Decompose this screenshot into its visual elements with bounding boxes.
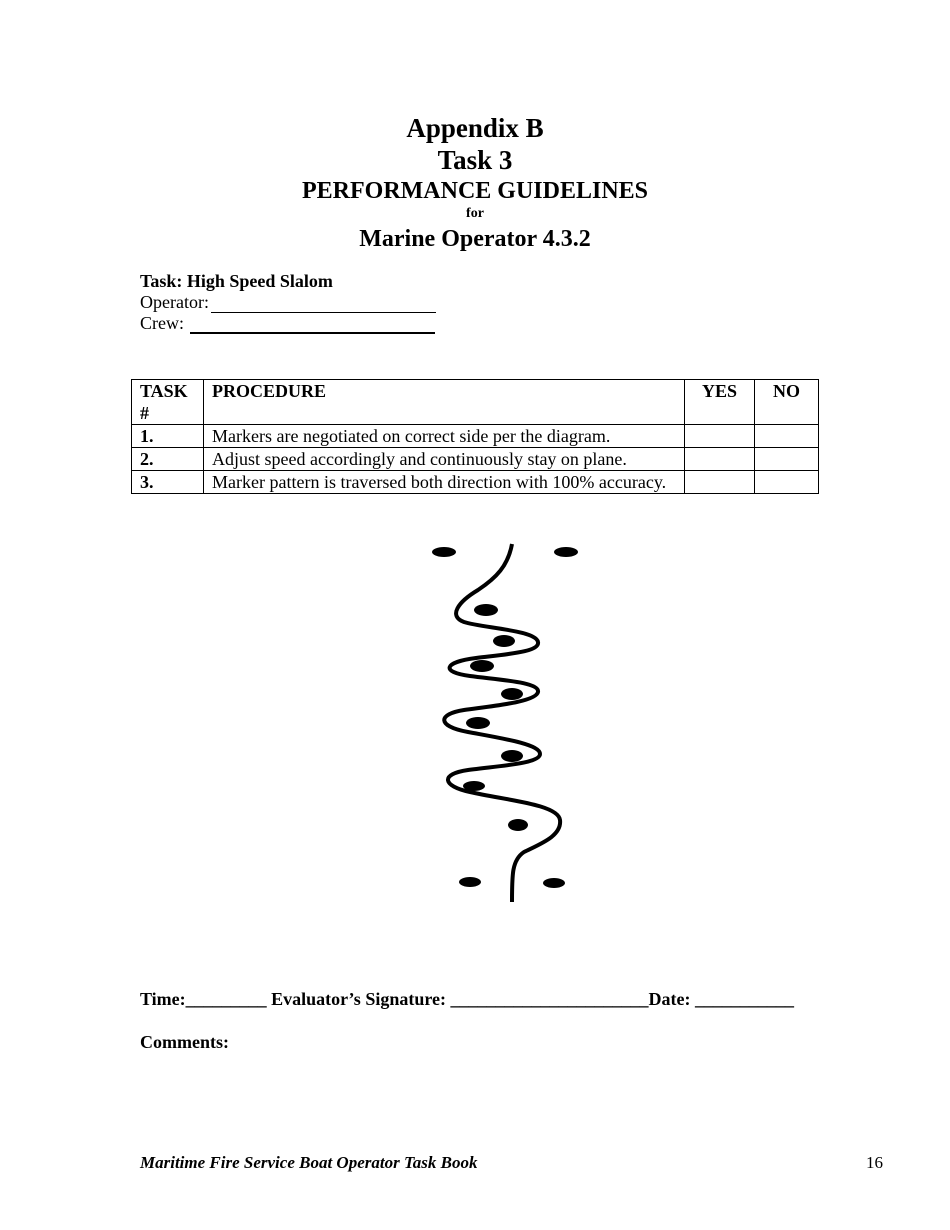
marker-buoy	[470, 660, 494, 672]
row-procedure: Markers are negotiated on correct side per the diagram.	[204, 425, 685, 448]
operator-row	[140, 292, 436, 313]
row-yes-cell[interactable]	[685, 425, 755, 448]
task-name: Task: High Speed Slalom	[140, 271, 333, 291]
row-yes-cell[interactable]	[685, 471, 755, 494]
row-number: 2.	[132, 448, 204, 471]
header-task-line2: #	[140, 403, 149, 423]
marker-buoy	[501, 688, 523, 700]
header-procedure: PROCEDURE	[204, 380, 685, 425]
procedure-table	[131, 379, 819, 494]
header-task	[132, 380, 204, 425]
guidelines-title: PERFORMANCE GUIDELINES	[301, 178, 649, 204]
row-procedure: Marker pattern is traversed both direction with 100% accuracy.	[204, 471, 685, 494]
crew-label: Crew:	[140, 313, 184, 333]
marker-buoy	[501, 750, 523, 762]
row-no-cell[interactable]	[755, 425, 819, 448]
crew-row	[140, 313, 436, 334]
header-no: NO	[755, 380, 819, 425]
marker-buoy	[459, 877, 481, 887]
table-row	[132, 425, 819, 448]
for-label: for	[466, 206, 484, 221]
table-row	[132, 448, 819, 471]
marker-buoy	[554, 547, 578, 557]
slalom-course-path	[444, 544, 560, 902]
appendix-title: Appendix B	[406, 113, 544, 143]
marker-buoy	[493, 635, 515, 647]
table-header-row	[132, 380, 819, 425]
task-title: Task 3	[437, 145, 513, 175]
operator-label: Operator:	[140, 292, 209, 312]
slalom-diagram	[420, 538, 600, 908]
comments-label: Comments:	[140, 1032, 229, 1052]
task-info	[140, 271, 436, 334]
role-title: Marine Operator 4.3.2	[359, 226, 591, 252]
footer-title: Maritime Fire Service Boat Operator Task Book	[140, 1153, 478, 1172]
row-number: 1.	[132, 425, 204, 448]
row-no-cell[interactable]	[755, 448, 819, 471]
table-row	[132, 471, 819, 494]
marker-buoy	[474, 604, 498, 616]
marker-buoy	[432, 547, 456, 557]
marker-buoy	[543, 878, 565, 888]
row-no-cell[interactable]	[755, 471, 819, 494]
marker-buoy	[466, 717, 490, 729]
crew-field[interactable]	[190, 313, 435, 334]
header-yes: YES	[685, 380, 755, 425]
marker-buoy	[463, 781, 485, 791]
signature-line[interactable]: Time:_________ Evaluator’s Signature: ______________________Date: ___________	[140, 989, 794, 1009]
row-procedure: Adjust speed accordingly and continuously stay on plane.	[204, 448, 685, 471]
row-number: 3.	[132, 471, 204, 494]
page-header	[0, 112, 950, 256]
row-yes-cell[interactable]	[685, 448, 755, 471]
operator-field[interactable]	[211, 296, 436, 313]
header-task-line1: TASK	[140, 381, 188, 401]
page-number: 16	[866, 1153, 883, 1172]
marker-buoy	[508, 819, 528, 831]
